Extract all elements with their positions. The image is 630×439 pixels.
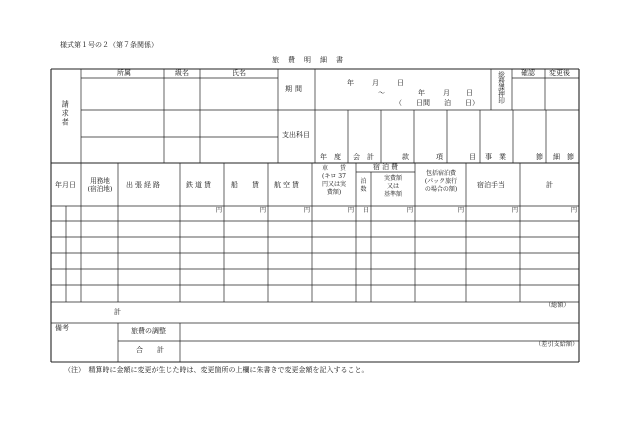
budget-section: 項 <box>436 153 443 161</box>
rank-header: 級名 <box>175 69 189 77</box>
row-total-label: 計 <box>114 308 121 316</box>
budget-detail: 節 <box>536 153 543 161</box>
period-start-day: 日 <box>397 79 404 87</box>
header-date: 年月日 <box>55 181 76 189</box>
budget-label: 支出科目 <box>282 131 310 139</box>
unit-package: 円 <box>457 207 464 214</box>
period-start-year: 年 <box>347 79 354 87</box>
after-change-header: 変更後 <box>549 69 570 77</box>
document-title: 旅 費 明 細 書 <box>272 56 344 64</box>
header-destination: 用務地 (宿泊地) <box>87 177 113 193</box>
period-end-year: 年 <box>418 89 425 97</box>
unit-air: 円 <box>303 207 310 214</box>
period-label: 期間 <box>285 85 305 93</box>
period-days-nights: （ 日間 泊 日） <box>395 99 479 107</box>
confirm-header: 確認 <box>521 69 535 77</box>
header-rail: 鉄道賃 <box>186 181 213 189</box>
budget-subsection: 目 <box>469 153 476 161</box>
grand-total-label: （総額） <box>545 302 570 309</box>
period-start-month: 月 <box>372 79 379 87</box>
unit-total: 円 <box>570 207 577 214</box>
dept-header: 所属 <box>117 69 131 77</box>
adjustment-label: 旅費の調整 <box>131 327 166 335</box>
header-allowance: 宿泊手当 <box>477 181 505 189</box>
header-package: 包括宿泊費 (パック旅行 の場合の額) <box>424 170 458 193</box>
header-total: 計 <box>546 181 553 189</box>
sum-label: 合 計 <box>136 346 164 354</box>
header-lodging-amount: 実費額 又は 基準額 <box>383 175 402 198</box>
unit-rail: 円 <box>215 207 222 214</box>
unit-lodging: 円 <box>406 207 413 214</box>
budget-subdetail: 細 節 <box>553 153 574 161</box>
budget-fiscal-year: 年 度 <box>320 153 341 161</box>
form-number: 様式第１号の２（第７条関係） <box>60 41 158 49</box>
unit-allowance: 円 <box>511 207 518 214</box>
header-nights: 泊 数 <box>360 178 367 193</box>
period-tilde: 〜 <box>378 89 385 97</box>
claimant-label: 請求者 <box>61 100 71 128</box>
header-ship: 船 賃 <box>231 181 259 189</box>
unit-car: 円 <box>347 207 354 214</box>
net-payment-label: （差引支給額） <box>535 341 579 348</box>
budget-item: 款 <box>402 153 409 161</box>
header-air: 航空賃 <box>274 181 301 189</box>
budget-account: 会 計 <box>353 153 374 161</box>
approval-stamp-label: 総務課押印 <box>496 71 505 104</box>
remarks-label: 備考 <box>55 324 69 332</box>
budget-project: 事 業 <box>485 153 506 161</box>
header-car: 車 賃 (キロ 37 円又は実 費額) <box>321 165 346 196</box>
unit-ship: 円 <box>259 207 266 214</box>
header-lodging-group: 宿泊費 <box>373 163 400 171</box>
period-end-month: 月 <box>443 89 450 97</box>
unit-nights: 日 <box>362 207 369 214</box>
period-end-day: 日 <box>466 89 473 97</box>
name-header: 氏名 <box>232 69 246 77</box>
header-route: 出張経路 <box>126 181 162 189</box>
footnote: （注） 精算時に金額に変更が生じた時は、変更箇所の上欄に朱書きで変更金額を記入すること。 <box>64 366 369 374</box>
